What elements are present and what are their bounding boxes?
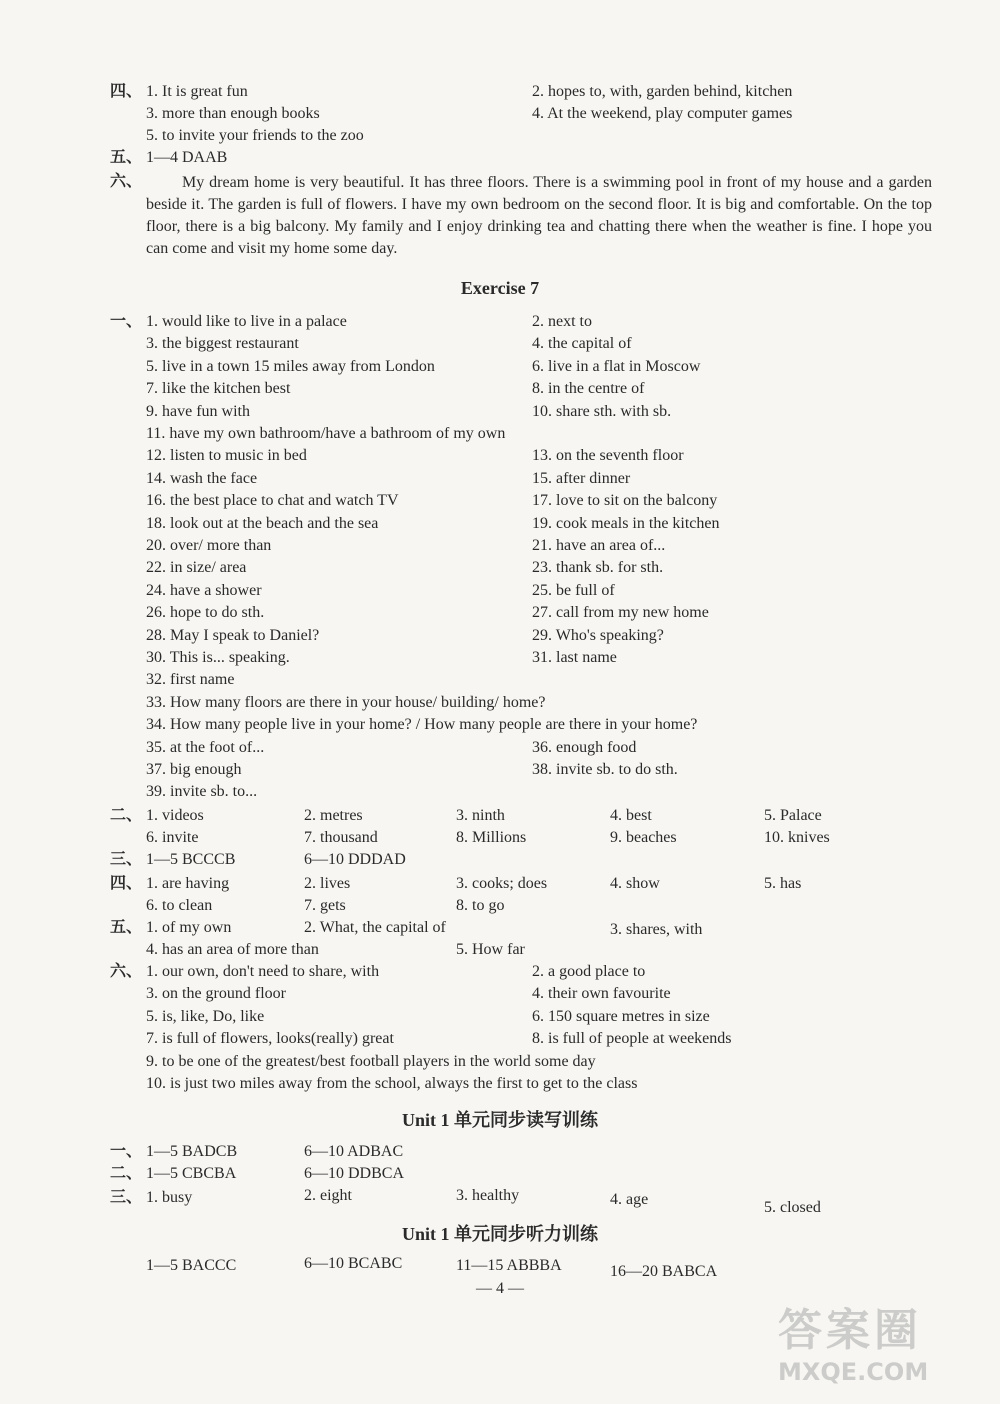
answer-item: 1. are having — [146, 875, 230, 892]
answer-item: 2. eight — [304, 1187, 352, 1204]
section-label: 二、 — [110, 1165, 143, 1182]
answer-item: 8. is full of people at weekends — [532, 1030, 732, 1048]
unit-title: Unit 1 单元同步读写训练 — [401, 1110, 598, 1130]
answer-item: 1—5 CBCBA — [146, 1165, 237, 1182]
answer-item: 22. in size/ area — [146, 559, 247, 577]
answer-item: 1. busy — [146, 1189, 193, 1206]
answer-item: 1. our own, don't need to share, with — [146, 963, 380, 980]
answer-item: 18. look out at the beach and the sea — [146, 514, 379, 532]
essay-paragraph: My dream home is very beautiful. It has three floors. There is a swimming pool in front of my house and a garden beside it. The garden is full of flowers. I have my own bedroom on the second floor. It is big and comfortable. On the top floor, there is a big balcony. My family and I enjoy drinking tea and chatting there when the weather is fine. I hope you can come and visit my home some day. — [146, 174, 932, 257]
answer-item: 2. lives — [304, 875, 351, 892]
section-label: 五、 — [110, 919, 143, 936]
answer-item: 3. ninth — [456, 807, 505, 824]
answer-item: 2. hopes to, with, garden behind, kitchen — [532, 83, 793, 100]
answer-item: 28. May I speak to Daniel? — [146, 626, 320, 644]
answer-item: 6—10 DDDAD — [304, 851, 406, 868]
answer-item: 23. thank sb. for sth. — [532, 559, 664, 577]
answer-item: 5. live in a town 15 miles away from London — [146, 357, 435, 375]
answer-item: 6—10 DDBCA — [304, 1165, 405, 1182]
answer-item: 10. is just two miles away from the school, always the first to get to the class — [146, 1075, 638, 1092]
answer-item: 9. have fun with — [146, 402, 250, 420]
answer-item: 29. Who's speaking? — [532, 626, 664, 644]
answer-item: 9. to be one of the greatest/best football players in the world some day — [146, 1052, 596, 1070]
answer-item: 5. is, like, Do, like — [146, 1007, 265, 1025]
answer-item: 4. age — [610, 1191, 649, 1208]
answer-item: 3. on the ground floor — [146, 985, 286, 1003]
page-number: — 4 — — [476, 1280, 524, 1297]
section-label: 四、 — [110, 875, 143, 892]
answer-item: 10. share sth. with sb. — [532, 402, 672, 420]
watermark-logo: 答案圈 — [778, 1305, 922, 1356]
answer-item: 26. hope to do sth. — [146, 604, 265, 622]
watermark — [778, 1294, 978, 1384]
answer-item: 33. How many floors are there in your house/ building/ home? — [146, 693, 546, 711]
answer-item: 4. At the weekend, play computer games — [532, 105, 793, 122]
answer-item: 32. first name — [146, 671, 235, 689]
answer-item: 2. next to — [532, 313, 592, 330]
answer-item: 1—5 BADCB — [146, 1143, 238, 1160]
answer-item: 25. be full of — [532, 581, 615, 599]
section-label: 一、 — [110, 313, 143, 330]
answer-item: 8. Millions — [456, 829, 527, 846]
answer-item: 2. What, the capital of — [304, 919, 446, 936]
answer-item: 11—15 ABBBA — [456, 1257, 562, 1274]
answer-item: 3. shares, with — [610, 921, 703, 938]
answer-item: 6—10 ADBAC — [304, 1143, 404, 1160]
answer-item: 30. This is... speaking. — [146, 649, 290, 666]
answer-item: 21. have an area of... — [532, 537, 666, 554]
answer-item: 38. invite sb. to do sth. — [532, 761, 678, 778]
answer-item: 5. Palace — [764, 807, 822, 824]
answer-item: 36. enough food — [532, 738, 637, 756]
section-label: 三、 — [110, 851, 143, 868]
answer-item: 19. cook meals in the kitchen — [532, 514, 720, 532]
answer-item: 37. big enough — [146, 761, 242, 778]
section-label: 五、 — [110, 149, 143, 166]
section-label: 二、 — [110, 807, 143, 824]
answer-item: 6. invite — [146, 829, 199, 846]
answer-item: 1. It is great fun — [146, 83, 248, 100]
answer-item: 4. the capital of — [532, 335, 632, 353]
answer-item: 3. the biggest restaurant — [146, 335, 299, 353]
answer-item: 4. their own favourite — [532, 985, 671, 1003]
answer-item: 20. over/ more than — [146, 537, 272, 554]
answer-item: 4. has an area of more than — [146, 941, 319, 958]
answer-item: 12. listen to music in bed — [146, 447, 307, 465]
answer-item: 1—4 DAAB — [146, 149, 228, 166]
watermark-url: MXQE.COM — [778, 1358, 929, 1386]
answer-item: 3. more than enough books — [146, 105, 320, 122]
answer-item: 39. invite sb. to... — [146, 783, 258, 801]
answer-item: 27. call from my new home — [532, 604, 709, 622]
section-label: 六、 — [110, 173, 143, 190]
answer-item: 5. to invite your friends to the zoo — [146, 127, 364, 144]
section-label: 四、 — [110, 83, 143, 100]
answer-item: 35. at the foot of... — [146, 738, 265, 756]
unit-title: Unit 1 单元同步听力训练 — [401, 1224, 598, 1244]
answer-item: 13. on the seventh floor — [532, 447, 684, 465]
answer-item: 4. best — [610, 807, 652, 824]
answer-item: 6—10 BCABC — [304, 1255, 403, 1272]
answer-item: 9. beaches — [610, 829, 677, 846]
answer-item: 2. metres — [304, 807, 363, 824]
answer-item: 7. gets — [304, 897, 346, 914]
answer-item: 7. thousand — [304, 829, 378, 846]
answer-item: 31. last name — [532, 649, 617, 666]
answer-item: 16—20 BABCA — [610, 1263, 718, 1280]
answer-item: 2. a good place to — [532, 963, 646, 980]
answer-item: 7. like the kitchen best — [146, 380, 291, 398]
answer-item: 6. 150 square metres in size — [532, 1007, 710, 1025]
answer-item: 8. to go — [456, 897, 505, 914]
section-label: 六、 — [110, 963, 143, 980]
answer-item: 15. after dinner — [532, 469, 631, 487]
answer-item: 1. videos — [146, 807, 204, 824]
answer-item: 11. have my own bathroom/have a bathroom of my own — [146, 425, 506, 442]
answer-item: 3. cooks; does — [456, 875, 548, 892]
answer-item: 4. show — [610, 875, 660, 892]
answer-item: 17. love to sit on the balcony — [532, 492, 718, 510]
answer-item: 5. How far — [456, 941, 525, 958]
exercise-title: Exercise 7 — [460, 278, 540, 298]
answer-item: 7. is full of flowers, looks(really) great — [146, 1030, 394, 1048]
answer-item: 24. have a shower — [146, 581, 262, 599]
section-label: 三、 — [110, 1189, 143, 1206]
answer-item: 16. the best place to chat and watch TV — [146, 492, 399, 510]
answer-item: 1—5 BCCCB — [146, 851, 236, 868]
answer-item: 3. healthy — [456, 1187, 520, 1204]
answer-item: 6. live in a flat in Moscow — [532, 357, 701, 375]
answer-item: 5. has — [764, 875, 802, 892]
answer-item: 5. closed — [764, 1199, 821, 1216]
answer-item: 10. knives — [764, 829, 830, 846]
answer-item: 1—5 BACCC — [146, 1257, 237, 1274]
answer-item: 14. wash the face — [146, 469, 258, 487]
answer-item: 1. of my own — [146, 919, 232, 936]
answer-item: 34. How many people live in your home? / How many people are there in your home? — [146, 716, 698, 734]
answer-item: 6. to clean — [146, 897, 213, 914]
section-label: 一、 — [110, 1143, 143, 1160]
answer-item: 8. in the centre of — [532, 380, 645, 398]
answer-item: 1. would like to live in a palace — [146, 313, 347, 330]
